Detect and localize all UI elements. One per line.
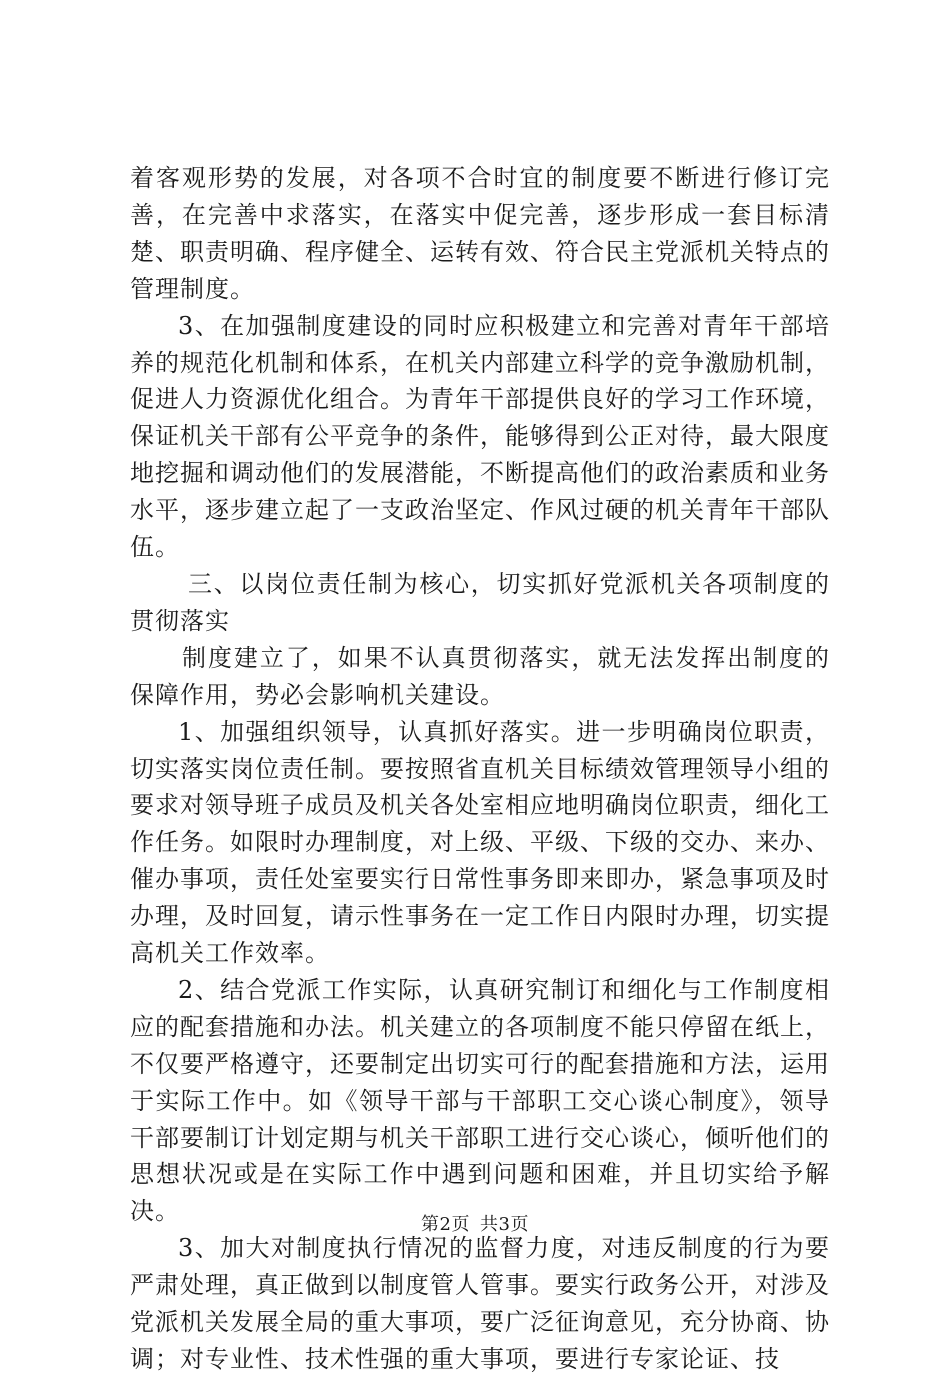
section-heading-three: 三、以岗位责任制为核心，切实抓好党派机关各项制度的贯彻落实 (130, 569, 830, 635)
paragraph-item-1: 1、加强组织领导，认真抓好落实。进一步明确岗位职责，切实落实岗位责任制。要按照省直机关目标绩效管理领导小组的要求对领导班子成员及机关各处室相应地明确岗位职责，细化工作任务。如限时办理制度，对上级、平级、下级的交办、来办、催办事项，责任处室要实行日常性事务即来即办，紧急事项及时办理，及时回复，请示性事务在一定工作日内限时办理，切实提高机关工作效率。 (130, 717, 830, 968)
paragraph-item-3-supervision: 3、加大对制度执行情况的监督力度，对违反制度的行为要严肃处理，真正做到以制度管人管事。要实行政务公开，对涉及党派机关发展全局的重大事项，要广泛征询意见，充分协商、协调；对专业性、技术性强的重大事项，要进行专家论证、技 (130, 1234, 830, 1373)
page-total: 共3页 (480, 1214, 529, 1235)
paragraph-item-3-youth-cadres: 3、在加强制度建设的同时应积极建立和完善对青年干部培养的规范化机制和体系，在机关内部建立科学的竞争激励机制，促进人力资源优化组合。为青年干部提供良好的学习工作环境，保证机关干部有公平竞争的条件，能够得到公正对待，最大限度地挖掘和调动他们的发展潜能，不断提高他们的政治素质和业务水平，逐步建立起了一支政治坚定、作风过硬的机关青年干部队伍。 (130, 311, 830, 562)
document-body (130, 160, 830, 1378)
paragraph-intro: 制度建立了，如果不认真贯彻落实，就无法发挥出制度的保障作用，势必会影响机关建设。 (130, 643, 830, 709)
page-footer (0, 1210, 950, 1236)
paragraph-item-2: 2、结合党派工作实际，认真研究制订和细化与工作制度相应的配套措施和办法。机关建立的各项制度不能只停留在纸上，不仅要严格遵守，还要制定出切实可行的配套措施和方法，运用于实际工作中。如《领导干部与干部职工交心谈心制度》，领导干部要制订计划定期与机关干部职工进行交心谈心，倾听他们的思想状况或是在实际工作中遇到问题和困难，并且切实给予解决。 (130, 975, 830, 1226)
paragraph-continuation: 着客观形势的发展，对各项不合时宜的制度要不断进行修订完善，在完善中求落实，在落实中促完善，逐步形成一套目标清楚、职责明确、程序健全、运转有效、符合民主党派机关特点的管理制度。 (130, 164, 830, 303)
page-number: 第2页 (421, 1214, 470, 1235)
